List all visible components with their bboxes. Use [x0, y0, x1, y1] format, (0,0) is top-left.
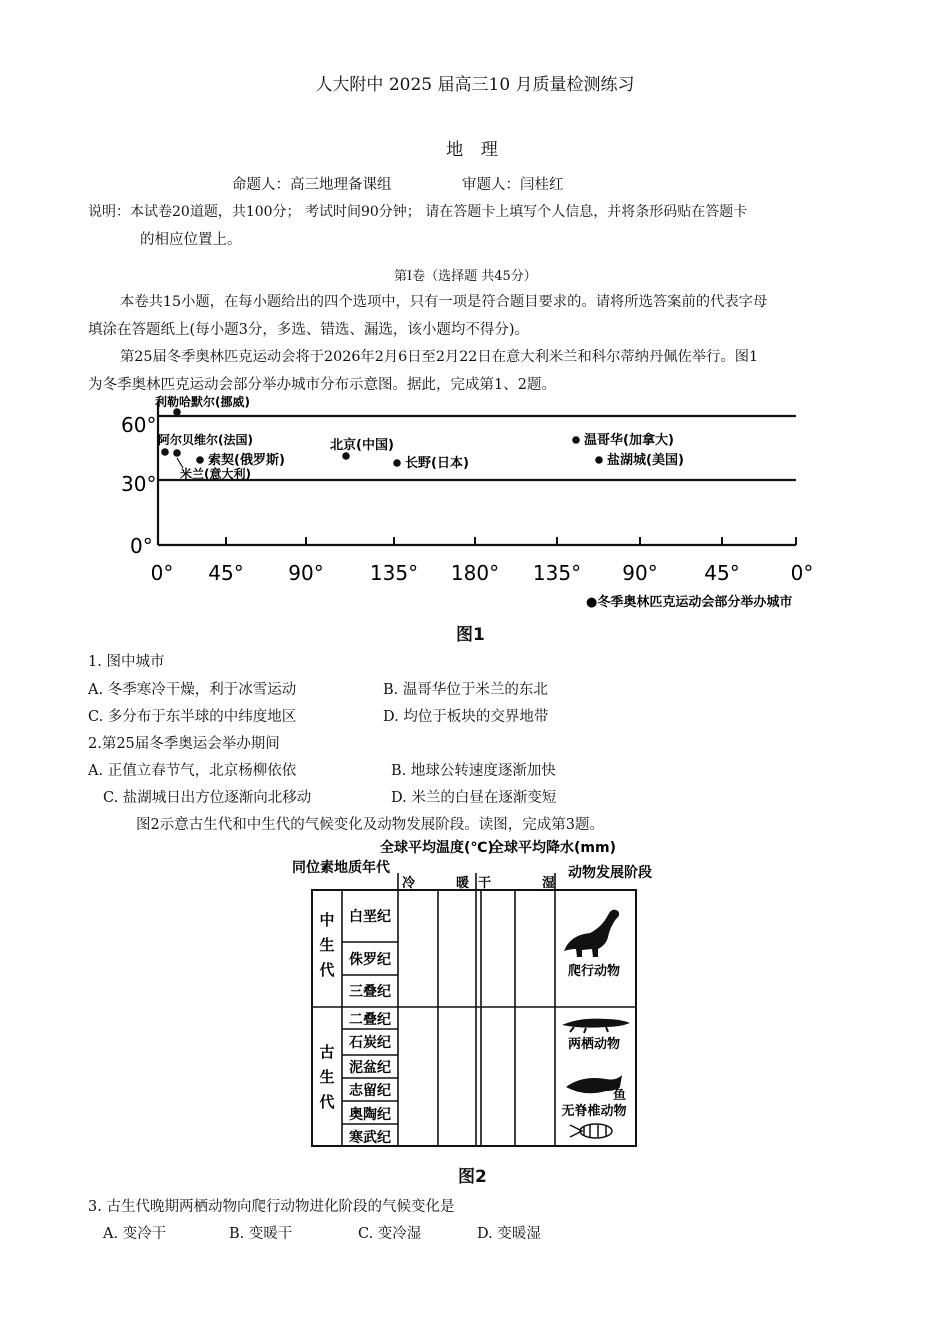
context-1-line-2: 为冬季奥林匹克运动会部分举办城市分布示意图。据此，完成第1、2题。: [88, 377, 556, 393]
author-label: 命题人：高三地理备课组: [232, 177, 392, 193]
context-1-line-1: 第25届冬季奥林匹克运动会将于2026年2月6日至2月22日在意大利米兰和科尔蒂纳丹佩佐举行。图1: [120, 349, 759, 365]
city-dot-beijing: [342, 452, 350, 460]
figure-1-city-map: [120, 392, 840, 614]
section-intro-line-2: 填涂在答题纸上(每小题3分，多选、错选、漏选，该小题均不得分)。: [88, 322, 530, 338]
label-wet: 湿: [542, 876, 556, 891]
city-dot-milan: [173, 449, 181, 457]
label-cold: 冷: [402, 876, 416, 891]
city-label-lillehammer: 利勒哈默尔(挪威): [155, 395, 250, 409]
animal-invertebrate: 无脊椎动物: [561, 1104, 627, 1119]
animal-fish: 鱼: [612, 1088, 626, 1103]
period-cretaceous: 白垩纪: [349, 909, 391, 925]
instructions-line-2: 的相应位置上。: [140, 232, 242, 248]
question-1-stem: 1. 图中城市: [88, 654, 165, 670]
figure-1-caption: 图1: [456, 625, 485, 645]
question-2-option-d[interactable]: D. 米兰的白昼在逐渐变短: [391, 790, 557, 806]
context-2: 图2示意古生代和中生代的气候变化及动物发展阶段。读图，完成第3题。: [136, 817, 604, 833]
x-tick-label: 90°: [622, 561, 658, 585]
animal-amphibian: 两栖动物: [567, 1037, 621, 1052]
x-tick-label: 45°: [208, 561, 244, 585]
header-animal-stage: 动物发展阶段: [568, 865, 652, 881]
section-intro-line-1: 本卷共15小题，在每小题给出的四个选项中，只有一项是符合题目要求的。请将所选答案前的代表字母: [120, 294, 768, 310]
era-paleozoic-char: 古: [319, 1043, 335, 1061]
city-dot-nagano: [393, 459, 401, 467]
city-dot-albertville: [161, 448, 169, 456]
header-temperature: 全球平均温度(℃): [380, 840, 494, 856]
header-geologic-era: 同位素地质年代: [292, 860, 390, 876]
x-tick-label: 45°: [704, 561, 740, 585]
x-tick-label: 0°: [150, 561, 174, 585]
city-label-beijing: 北京(中国): [330, 438, 394, 453]
question-2-option-c[interactable]: C. 盐湖城日出方位逐渐向北移动: [103, 790, 312, 806]
question-2-stem: 2.第25届冬季奥运会举办期间: [88, 736, 280, 752]
era-mesozoic-char: 代: [319, 961, 335, 979]
figure-2-caption: 图2: [458, 1167, 487, 1187]
period-cambrian: 寒武纪: [349, 1130, 391, 1146]
x-tick-label: 0°: [790, 561, 814, 585]
x-tick-label: 135°: [369, 561, 419, 585]
city-dot-lillehammer: [173, 408, 181, 416]
period-carboniferous: 石炭纪: [349, 1035, 391, 1051]
amphibian-icon: [562, 1019, 630, 1033]
city-dot-salt-lake-city: [595, 456, 603, 464]
era-mesozoic-char: 中: [319, 911, 335, 929]
question-1-option-a[interactable]: A. 冬季寒冷干燥，利于冰雪运动: [88, 682, 297, 698]
subject-title: 地 理: [446, 140, 504, 160]
city-dot-sochi: [196, 456, 204, 464]
city-label-albertville: 阿尔贝维尔(法国): [158, 433, 253, 447]
period-ordovician: 奥陶纪: [349, 1107, 391, 1123]
figure-2-climate-table: [290, 835, 660, 1153]
question-3-option-b[interactable]: B. 变暖干: [229, 1226, 293, 1242]
exam-title: 人大附中 2025 届高三10 月质量检测练习: [315, 75, 635, 95]
section-heading: 第Ⅰ卷（选择题 共45分）: [394, 269, 537, 284]
y-tick-label: 30°: [121, 472, 157, 496]
period-jurassic: 侏罗纪: [349, 952, 391, 968]
city-label-nagano: 长野(日本): [405, 456, 469, 471]
y-tick-label: 0°: [130, 534, 153, 558]
question-1-option-d[interactable]: D. 均位于板块的交界地带: [383, 709, 549, 725]
question-1-option-b[interactable]: B. 温哥华位于米兰的东北: [383, 682, 548, 698]
period-permian: 二叠纪: [349, 1012, 391, 1028]
question-1-option-c[interactable]: C. 多分布于东半球的中纬度地区: [88, 709, 297, 725]
animal-reptile: 爬行动物: [567, 964, 621, 979]
question-3-stem: 3. 古生代晚期两栖动物向爬行动物进化阶段的气候变化是: [88, 1199, 455, 1215]
invertebrate-icon: [570, 1124, 612, 1138]
city-label-sochi: 索契(俄罗斯): [208, 453, 285, 468]
header-precipitation: 全球平均降水(mm): [490, 840, 616, 856]
city-dot-vancouver: [572, 436, 580, 444]
question-3-option-d[interactable]: D. 变暖湿: [477, 1226, 541, 1242]
x-tick-label: 135°: [532, 561, 582, 585]
city-label-vancouver: 温哥华(加拿大): [584, 433, 674, 448]
period-devonian: 泥盆纪: [349, 1060, 391, 1076]
figure-1-legend: ●冬季奥林匹克运动会部分举办城市: [586, 595, 793, 610]
era-mesozoic-char: 生: [319, 936, 335, 954]
instructions-line-1: 说明：本试卷20道题，共100分； 考试时间90分钟； 请在答题卡上填写个人信息，并将条形码贴在答题卡: [88, 204, 748, 220]
period-triassic: 三叠纪: [349, 984, 391, 1000]
question-2-option-a[interactable]: A. 正值立春节气，北京杨柳依依: [88, 763, 297, 779]
y-tick-label: 60°: [121, 413, 157, 437]
x-tick-label: 180°: [450, 561, 500, 585]
period-silurian: 志留纪: [349, 1083, 391, 1099]
question-3-option-c[interactable]: C. 变冷湿: [358, 1226, 422, 1242]
city-label-milan: 米兰(意大利): [180, 467, 251, 481]
era-paleozoic-char: 生: [319, 1068, 335, 1086]
label-dry: 干: [478, 876, 492, 891]
dinosaur-icon: [564, 910, 619, 957]
question-3-option-a[interactable]: A. 变冷干: [103, 1226, 167, 1242]
question-2-option-b[interactable]: B. 地球公转速度逐渐加快: [391, 763, 556, 779]
era-paleozoic-char: 代: [319, 1093, 335, 1111]
label-warm: 暖: [456, 876, 470, 891]
reviewer-label: 审题人：闫桂红: [462, 177, 564, 193]
x-tick-label: 90°: [288, 561, 324, 585]
city-label-salt-lake-city: 盐湖城(美国): [607, 453, 684, 468]
